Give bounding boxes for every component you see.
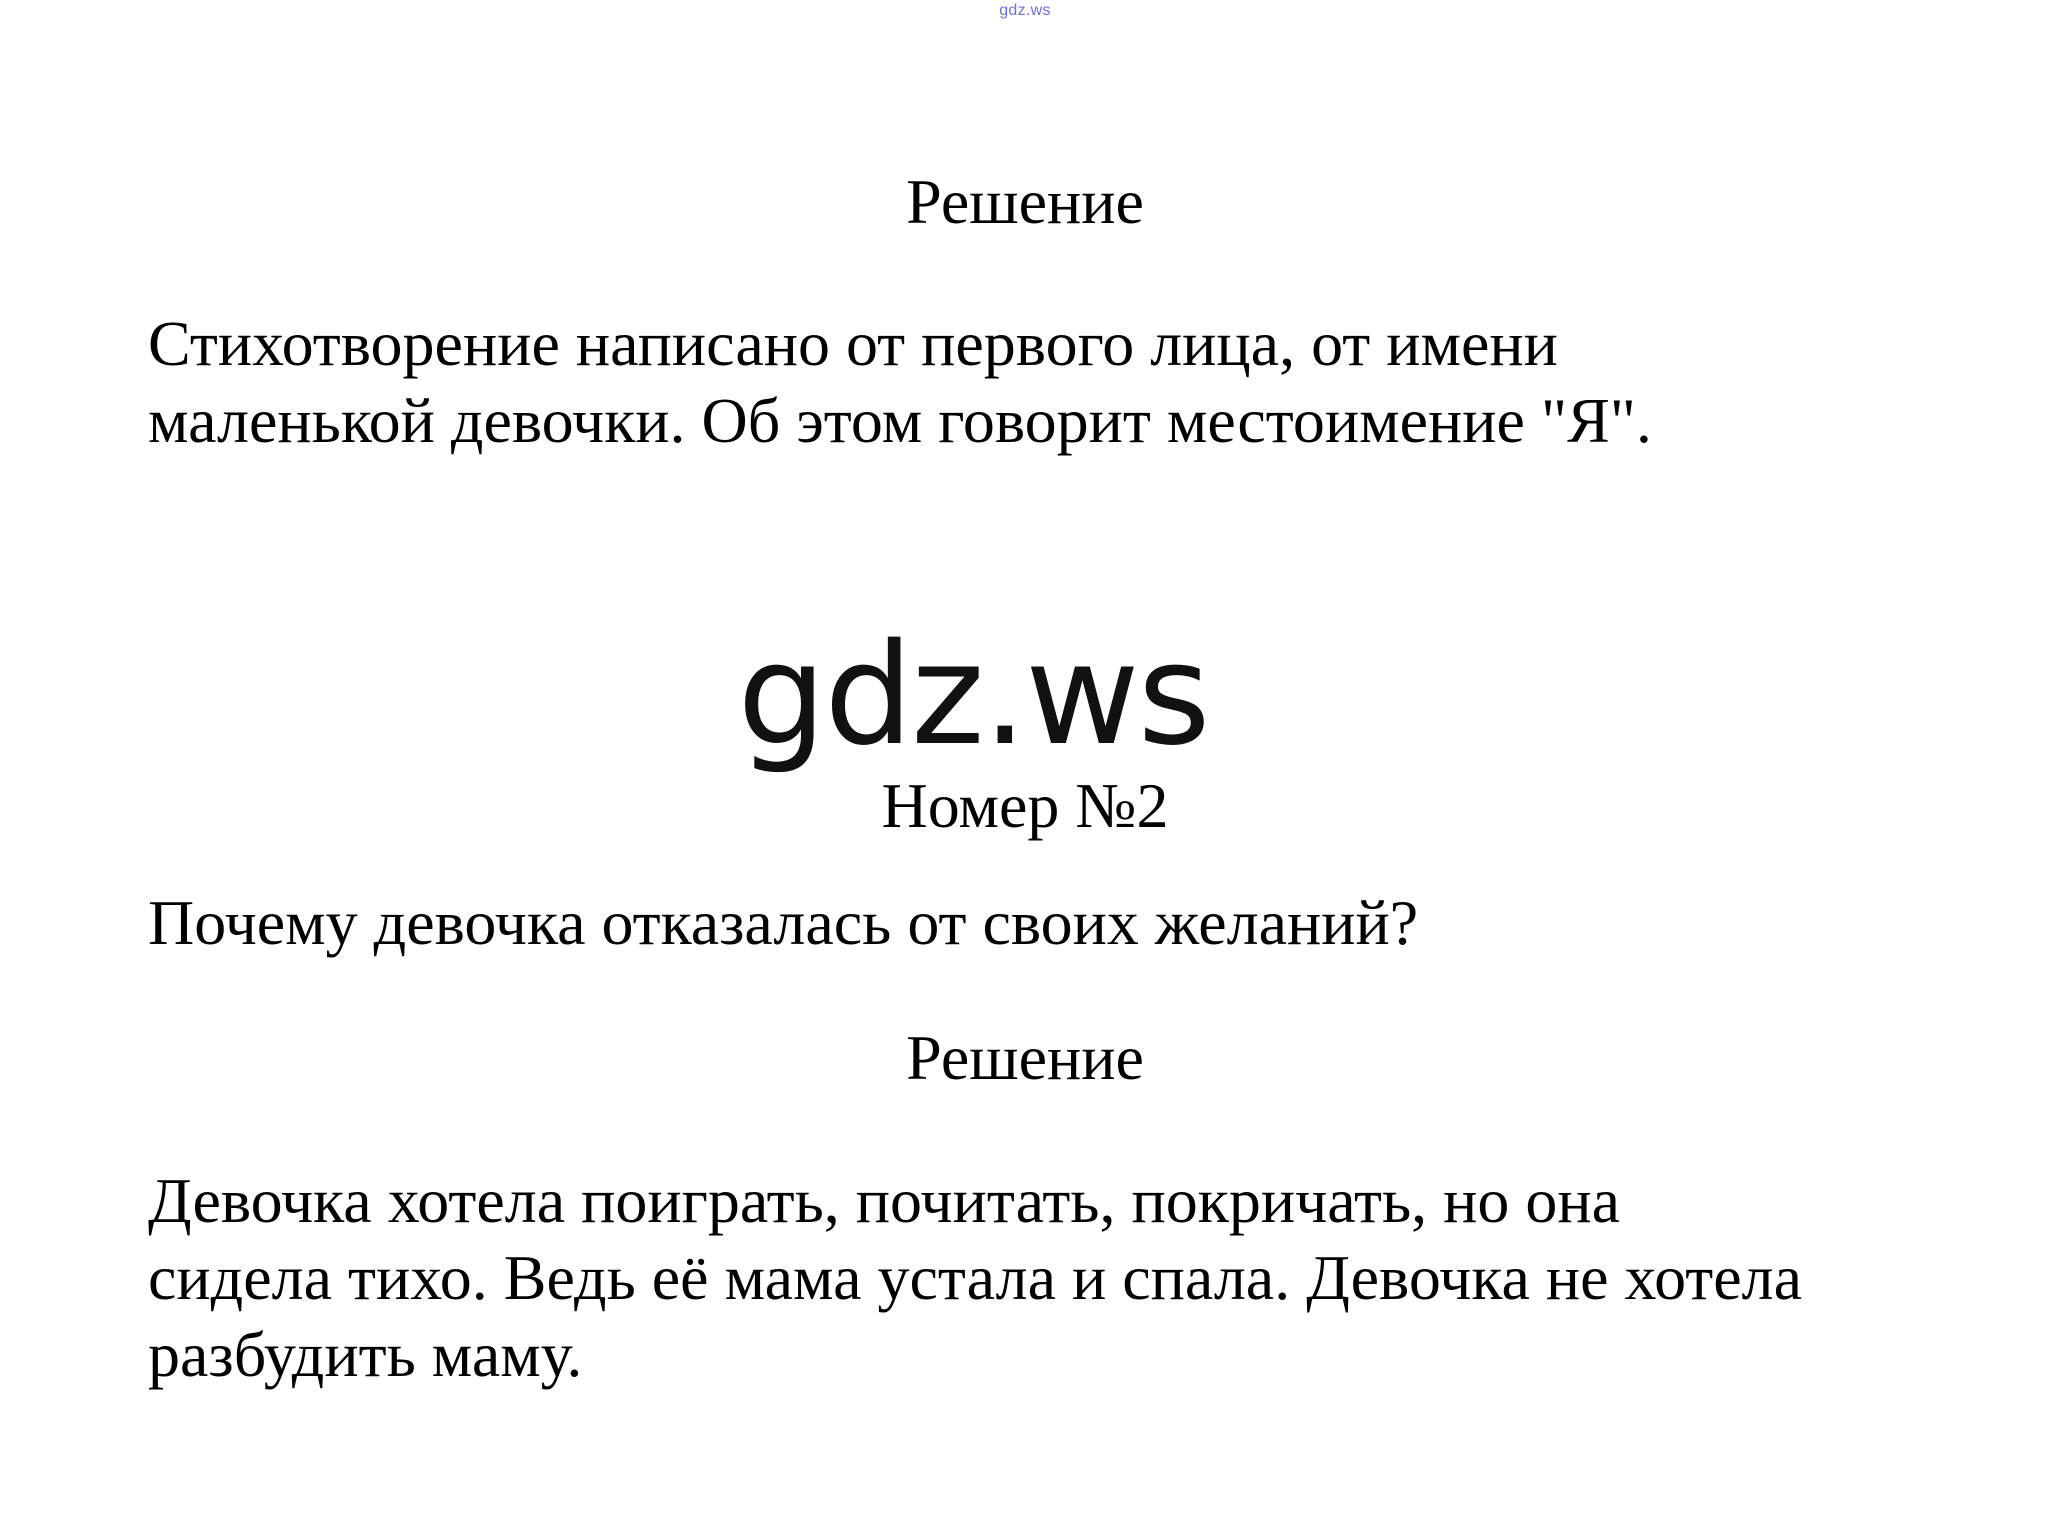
- task-question: [148, 884, 1948, 961]
- watermark-logo: gdz.ws: [737, 614, 1209, 777]
- solution-text-2-line: Девочка хотела поиграть, почитать, покричать, но она: [148, 1165, 1621, 1236]
- solution-text-1-line: Стихотворение написано от первого лица, от имени: [148, 308, 1558, 379]
- task-number-title: Номер №2: [881, 770, 1169, 841]
- solution-text-1: [148, 305, 1948, 459]
- task-question-line: Почему девочка отказалась от своих желаний?: [148, 887, 1419, 958]
- solution-text-2: [148, 1162, 1948, 1393]
- solution-text-2-line: разбудить маму.: [148, 1319, 583, 1390]
- solution-text-1-line: маленькой девочки. Об этом говорит местоимение "Я".: [148, 385, 1652, 456]
- solution-heading-1: Решение: [906, 166, 1144, 237]
- solution-heading-2: Решение: [906, 1022, 1144, 1093]
- solution-text-2-line: сидела тихо. Ведь её мама устала и спала. Девочка не хотела: [148, 1242, 1802, 1313]
- site-mark-top: gdz.ws: [999, 2, 1051, 19]
